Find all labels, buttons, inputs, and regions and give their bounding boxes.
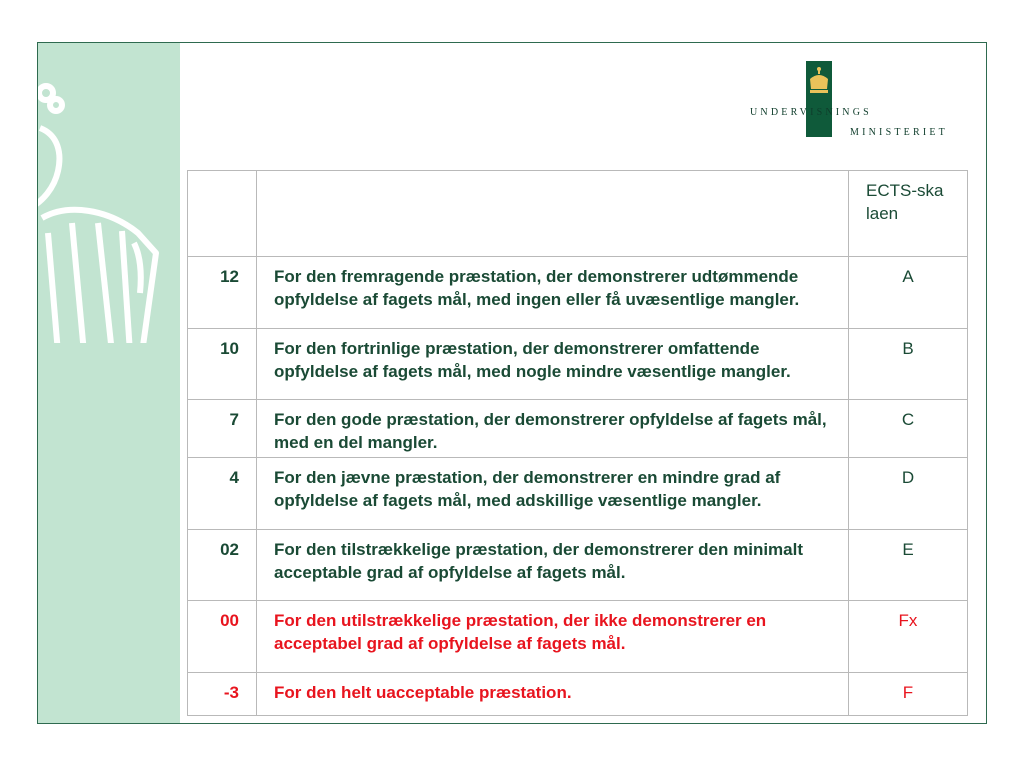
table-row — [188, 530, 968, 601]
header-ects-cell — [849, 171, 968, 257]
description-cell: For den utilstrækkelige præstation, der ikke demonstrerer en acceptabel grad af opfyldelse af fagets mål. — [257, 601, 849, 673]
sidebar-band — [38, 43, 180, 723]
ects-cell: F — [849, 673, 968, 716]
slide — [37, 42, 987, 724]
description-cell: For den helt uacceptable præstation. — [257, 673, 849, 716]
table-row-fail — [188, 601, 968, 673]
grade-cell: 4 — [188, 458, 257, 530]
crown-icon — [806, 65, 832, 105]
ects-cell: E — [849, 530, 968, 601]
description-cell: For den fremragende præstation, der demonstrerer udtømmende opfyldelse af fagets mål, med ingen eller få uvæsentlige mangler. — [257, 257, 849, 329]
table-header-row — [188, 171, 968, 257]
description-cell: For den fortrinlige præstation, der demonstrerer omfattende opfyldelse af fagets mål, med nogle mindre væsentlige mangler. — [257, 329, 849, 400]
ects-cell: C — [849, 400, 968, 458]
grade-cell: 12 — [188, 257, 257, 329]
description-cell: For den tilstrækkelige præstation, der demonstrerer den minimalt acceptable grad af opfyldelse af fagets mål. — [257, 530, 849, 601]
description-cell: For den gode præstation, der demonstrerer opfyldelse af fagets mål, med en del mangler. — [257, 400, 849, 458]
grade-cell: 10 — [188, 329, 257, 400]
table-row — [188, 329, 968, 400]
crown-watermark-icon — [38, 83, 180, 343]
table-row-fail — [188, 673, 968, 716]
grade-cell: -3 — [188, 673, 257, 716]
table-row — [188, 257, 968, 329]
grade-cell: 02 — [188, 530, 257, 601]
header-description-cell — [257, 171, 849, 257]
grade-cell: 00 — [188, 601, 257, 673]
ects-cell: B — [849, 329, 968, 400]
table-row — [188, 458, 968, 530]
ministry-logo — [750, 61, 970, 141]
logo-text-line1: UNDERVISNINGS — [750, 107, 872, 118]
grades-table — [187, 170, 968, 716]
ects-cell: A — [849, 257, 968, 329]
grade-cell: 7 — [188, 400, 257, 458]
ects-header-label: ECTS-skalaen — [866, 181, 944, 223]
ects-cell: Fx — [849, 601, 968, 673]
header-grade-cell — [188, 171, 257, 257]
ects-cell: D — [849, 458, 968, 530]
table-row — [188, 400, 968, 458]
logo-text-line2: MINISTERIET — [850, 127, 948, 138]
description-cell: For den jævne præstation, der demonstrerer en mindre grad af opfyldelse af fagets mål, med adskillige væsentlige mangler. — [257, 458, 849, 530]
logo-emblem — [806, 61, 832, 137]
